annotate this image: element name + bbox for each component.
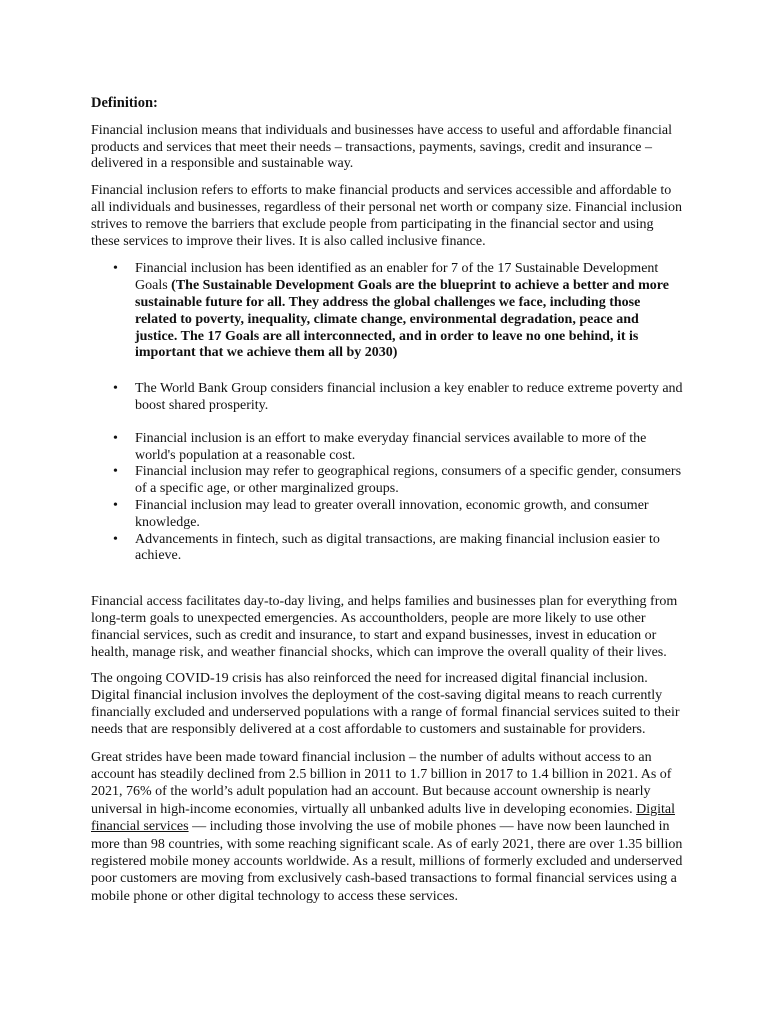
great-strides-text-start: Great strides have been made toward financial inclusion – the number of adults without access to an account has steadily declined from 2.5 billion in 2011 to 1.7 billion in 2017 to 1.4 billion in 2021. As of 2021, 76% of the world’s adult population had an account. But because account ownership is nearly universal in high-income economies, virtually all unbanked adults live in developing economies. <box>91 749 672 817</box>
great-strides-text-end: — including those involving the use of mobile phones — have now been launched in more than 98 countries, with some reaching significant scale. As of early 2021, there are over 1.35 billion registered mobile money accounts worldwide. As a result, millions of formerly excluded and underserved poor customers are moving from exclusively cash-based transactions to formal financial services using a mobile phone or other digital technology to access these services. <box>91 819 683 904</box>
list-item: • Financial inclusion may lead to greater overall innovation, economic growth, and consumer knowledge. <box>135 498 684 532</box>
list-item: • Financial inclusion is an effort to make everyday financial services available to more of the world's population at a reasonable cost. <box>135 431 684 465</box>
digital-financial-services-link[interactable]: Digital financial services <box>91 801 675 835</box>
list-item-sdg-bold-text: (The Sustainable Development Goals are the blueprint to achieve a better and more sustainable future for all. They address the global challenges we face, including those related to poverty, inequality, climate change, environmental degradation, peace and justice. The 17 Goals are all interconnected, and in order to leave no one behind, it is important that we achieve them all by 2030) <box>135 278 669 361</box>
definition-heading: Definition: <box>91 95 158 111</box>
paragraph-financial-access: Financial access facilitates day-to-day living, and helps families and businesses plan for everything from long-term goals to unexpected emergencies. As accountholders, people are more likely to use other financial services, such as credit and insurance, to start and expand businesses, invest in education or health, manage risk, and weather financial shocks, which can improve the overall quality of their lives. <box>91 594 678 660</box>
bullet-list-sdg <box>91 261 684 362</box>
paragraph-great-strides <box>91 749 684 906</box>
list-item-sdg-text: Financial inclusion has been identified as an enabler for 7 of the 17 Sustainable Development Goals <box>135 261 659 294</box>
paragraph-definition-2: Financial inclusion refers to efforts to make financial products and services accessible and affordable to all individuals and businesses, regardless of their personal net worth or company size. Financial inclusion strives to remove the barriers that exclude people from participating in the financial sector and using these services to improve their lives. It is also called inclusive finance. <box>91 183 682 249</box>
list-item: • Financial inclusion may refer to geographical regions, consumers of a specific gender, consumers of a specific age, or other marginalized groups. <box>135 464 684 498</box>
list-item-world-bank: • The World Bank Group considers financial inclusion a key enabler to reduce extreme poverty and boost shared prosperity. <box>135 381 684 415</box>
paragraph-definition-1: Financial inclusion means that individuals and businesses have access to useful and affordable financial products and services that meet their needs – transactions, payments, savings, credit and insurance – delivered in a responsible and sustainable way. <box>91 122 672 172</box>
bullet-list-key-points <box>91 431 684 565</box>
list-item: • Advancements in fintech, such as digital transactions, are making financial inclusion easier to achieve. <box>135 532 684 566</box>
bullet-list-world-bank <box>91 381 684 415</box>
list-item-sdg <box>135 261 684 362</box>
paragraph-covid: The ongoing COVID-19 crisis has also reinforced the need for increased digital financial inclusion. Digital financial inclusion involves the deployment of the cost-saving digital means to reach currently financially excluded and underserved populations with a range of formal financial services suited to their needs that are responsibly delivered at a cost affordable to customers and sustainable for providers. <box>91 671 680 737</box>
